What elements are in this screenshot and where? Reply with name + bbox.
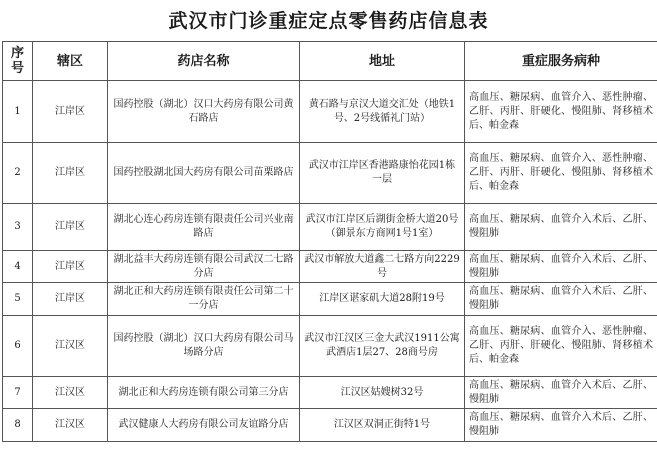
cell-number: 6 xyxy=(3,316,33,377)
header-store-name: 药店名称 xyxy=(108,42,300,81)
header-district: 辖区 xyxy=(33,42,108,81)
cell-address: 武汉市江岸区后湖街金桥大道20号（御景东方商网1号1室） xyxy=(300,204,465,251)
page-title: 武汉市门诊重症定点零售药店信息表 xyxy=(168,10,489,32)
table-row xyxy=(3,283,657,316)
cell-diseases: 高血压、糖尿病、血管介入术后、乙肝、慢阻肺 xyxy=(465,251,657,283)
cell-address: 黄石路与京汉大道交汇处（地铁1号、2号线循礼门站） xyxy=(300,81,465,143)
header-number: 序号 xyxy=(3,42,33,81)
cell-store-name: 国药控股（湖北）汉口大药房有限公司黄石路店 xyxy=(108,81,300,143)
cell-diseases: 高血压、糖尿病、血管介入术后、乙肝、慢阻肺 xyxy=(465,204,657,251)
cell-district: 江岸区 xyxy=(33,81,108,143)
cell-diseases: 高血压、糖尿病、血管介入、恶性肿瘤、乙肝、丙肝、肝硬化、慢阻肺、肾移植术后、帕金森 xyxy=(465,81,657,143)
cell-store-name: 国药控股（湖北）汉口大药房有限公司马场路分店 xyxy=(108,316,300,377)
header-diseases: 重症服务病种 xyxy=(465,42,657,81)
cell-diseases: 高血压、糖尿病、血管介入术后、乙肝、慢阻肺 xyxy=(465,377,657,409)
cell-store-name: 湖北心连心药房连锁有限责任公司兴业南路店 xyxy=(108,204,300,251)
cell-store-name: 国药控股湖北国大药房有限公司苗栗路店 xyxy=(108,143,300,204)
cell-district: 江岸区 xyxy=(33,204,108,251)
cell-number: 2 xyxy=(3,143,33,204)
cell-district: 江汉区 xyxy=(33,316,108,377)
cell-district: 江岸区 xyxy=(33,251,108,283)
cell-number: 5 xyxy=(3,283,33,316)
cell-store-name: 湖北正和大药房连锁有限公司第三分店 xyxy=(108,377,300,409)
table-header-row xyxy=(3,42,657,81)
table-row xyxy=(3,81,657,143)
table-row xyxy=(3,409,657,442)
table-row xyxy=(3,204,657,251)
cell-number: 3 xyxy=(3,204,33,251)
pharmacy-table xyxy=(2,41,657,442)
cell-district: 江汉区 xyxy=(33,377,108,409)
cell-district: 江汉区 xyxy=(33,409,108,442)
cell-address: 江岸区谌家矶大道28附19号 xyxy=(300,283,465,316)
cell-address: 江汉区双洞正街特1号 xyxy=(300,409,465,442)
cell-store-name: 武汉健康人大药房有限公司友谊路分店 xyxy=(108,409,300,442)
cell-address: 武汉市江岸区香港路康怡花园1栋一层 xyxy=(300,143,465,204)
cell-number: 8 xyxy=(3,409,33,442)
cell-number: 4 xyxy=(3,251,33,283)
header-address: 地址 xyxy=(300,42,465,81)
cell-store-name: 湖北正和大药房连锁有限责任公司第二十一分店 xyxy=(108,283,300,316)
cell-diseases: 高血压、糖尿病、血管介入术后、乙肝、慢阻肺 xyxy=(465,283,657,316)
table-row xyxy=(3,143,657,204)
cell-district: 江岸区 xyxy=(33,143,108,204)
cell-address: 江汉区姑嫂树32号 xyxy=(300,377,465,409)
cell-diseases: 高血压、糖尿病、血管介入术后、乙肝、慢阻肺 xyxy=(465,409,657,442)
cell-diseases: 高血压、糖尿病、血管介入、恶性肿瘤、乙肝、丙肝、肝硬化、慢阻肺、肾移植术后、帕金森 xyxy=(465,143,657,204)
cell-address: 武汉市解放大道鑫二七路方向2229号 xyxy=(300,251,465,283)
cell-diseases: 高血压、糖尿病、血管介入、恶性肿瘤、乙肝、丙肝、肝硬化、慢阻肺、肾移植术后、帕金森 xyxy=(465,316,657,377)
cell-number: 7 xyxy=(3,377,33,409)
cell-store-name: 湖北益丰大药房连锁有限公司武汉二七路分店 xyxy=(108,251,300,283)
table-row xyxy=(3,377,657,409)
table-row xyxy=(3,316,657,377)
table-row xyxy=(3,251,657,283)
cell-number: 1 xyxy=(3,81,33,143)
cell-address: 武汉市江汉区三金大武汉1911公寓武酒店1层27、28商号房 xyxy=(300,316,465,377)
cell-district: 江岸区 xyxy=(33,283,108,316)
